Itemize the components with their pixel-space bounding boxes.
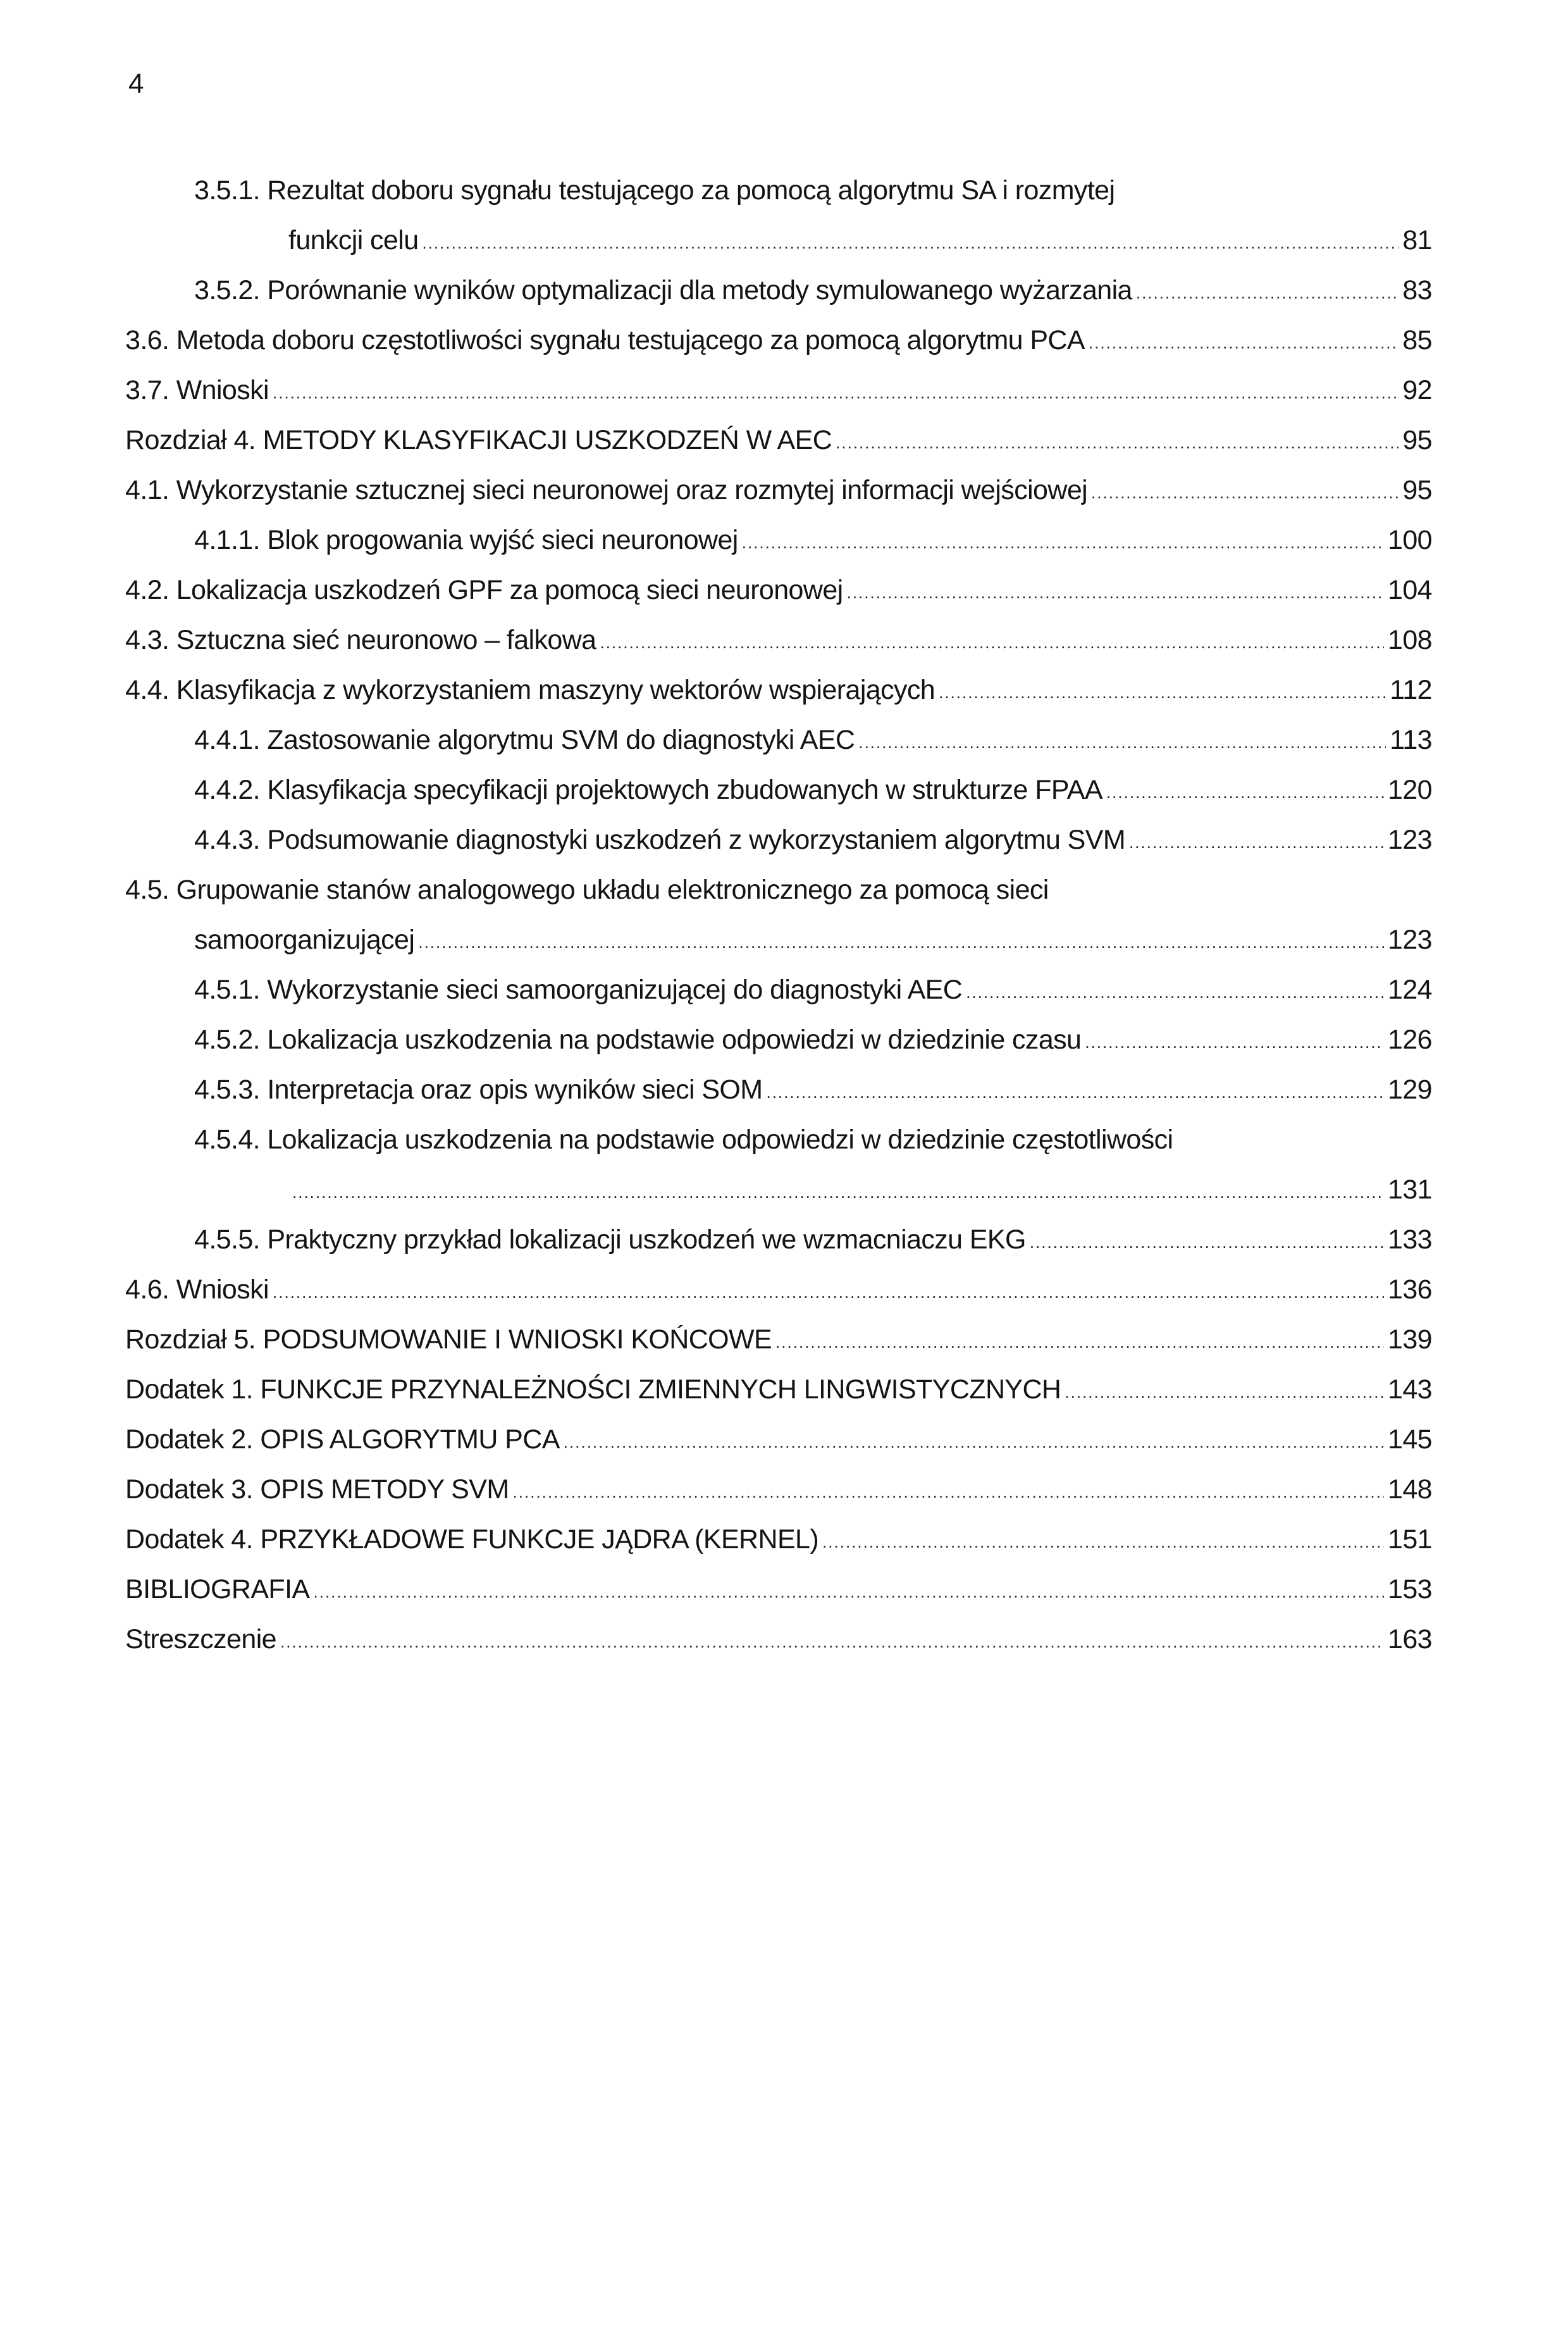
toc-entry[interactable] xyxy=(125,1315,1432,1365)
toc-entry-page: 126 xyxy=(1388,1025,1432,1055)
toc-entry-page: 136 xyxy=(1388,1274,1432,1305)
toc-entry-title: 3.5.1. Rezultat doboru sygnału testującego za pomocą algorytmu SA i rozmytej xyxy=(194,175,1115,206)
dot-leader xyxy=(1085,1033,1384,1065)
toc-entry[interactable] xyxy=(125,565,1432,615)
toc-entry[interactable] xyxy=(125,316,1432,366)
toc-entry-title: Rozdział 5. PODSUMOWANIE I WNIOSKI KOŃCOWE xyxy=(125,1324,772,1355)
toc-entry-title: 4.1.1. Blok progowania wyjść sieci neuronowej xyxy=(194,525,738,555)
toc-entry-page: 124 xyxy=(1388,975,1432,1005)
toc-entry-continuation[interactable] xyxy=(125,915,1432,965)
toc-entry-title: 4.5.5. Praktyczny przykład lokalizacji uszkodzeń we wzmacniaczu EKG xyxy=(194,1224,1026,1255)
toc-entry[interactable] xyxy=(125,1065,1432,1115)
toc-entry-page: 143 xyxy=(1388,1374,1432,1405)
toc-entry-title: Dodatek 3. OPIS METODY SVM xyxy=(125,1474,509,1505)
toc-entry-title: 4.4.1. Zastosowanie algorytmu SVM do diagnostyki AEC xyxy=(194,725,855,755)
toc-entry[interactable] xyxy=(125,515,1432,565)
toc-entry-page: 139 xyxy=(1388,1324,1432,1355)
dot-leader xyxy=(1065,1383,1384,1415)
toc-entry-title: 3.6. Metoda doboru częstotliwości sygnału testującego za pomocą algorytmu PCA xyxy=(125,325,1085,355)
toc-entry[interactable] xyxy=(125,1415,1432,1465)
toc-entry-page: 148 xyxy=(1388,1474,1432,1505)
table-of-contents xyxy=(125,166,1432,1665)
toc-entry[interactable] xyxy=(125,1615,1432,1665)
toc-entry[interactable] xyxy=(125,465,1432,515)
toc-entry-continuation[interactable] xyxy=(125,216,1432,266)
dot-leader xyxy=(564,1432,1384,1465)
toc-entry-title: 4.4. Klasyfikacja z wykorzystaniem maszyny wektorów wspierających xyxy=(125,675,935,705)
toc-entry-page: 95 xyxy=(1402,425,1432,455)
toc-entry-page: 123 xyxy=(1388,925,1432,955)
toc-entry-title: 4.5.2. Lokalizacja uszkodzenia na podstawie odpowiedzi w dziedzinie czasu xyxy=(194,1025,1082,1055)
toc-entry-title: Rozdział 4. METODY KLASYFIKACJI USZKODZEŃ W AEC xyxy=(125,425,832,455)
toc-entry-page: 120 xyxy=(1388,775,1432,805)
dot-leader xyxy=(1089,333,1398,366)
dot-leader xyxy=(273,383,1398,416)
toc-entry-title: 4.6. Wnioski xyxy=(125,1274,269,1305)
dot-leader xyxy=(847,583,1384,615)
toc-entry[interactable] xyxy=(125,815,1432,865)
page-number: 4 xyxy=(128,68,144,99)
toc-entry-continuation[interactable] xyxy=(125,1165,1432,1215)
toc-entry[interactable] xyxy=(125,965,1432,1015)
dot-leader xyxy=(292,1183,1384,1215)
dot-leader xyxy=(1030,1233,1384,1265)
toc-entry[interactable] xyxy=(125,1365,1432,1415)
toc-entry-page: 81 xyxy=(1402,225,1432,256)
toc-entry[interactable] xyxy=(125,166,1432,216)
toc-entry-page: 104 xyxy=(1388,575,1432,605)
toc-entry[interactable] xyxy=(125,1565,1432,1615)
toc-entry-page: 85 xyxy=(1402,325,1432,355)
dot-leader xyxy=(280,1632,1384,1665)
dot-leader xyxy=(1136,283,1399,316)
toc-entry-page: 129 xyxy=(1388,1075,1432,1105)
toc-entry-title: Dodatek 4. PRZYKŁADOWE FUNKCJE JĄDRA (KERNEL) xyxy=(125,1524,819,1555)
toc-entry-page: 123 xyxy=(1388,825,1432,855)
dot-leader xyxy=(742,533,1384,565)
toc-entry[interactable] xyxy=(125,1115,1432,1165)
toc-entry-title: 4.1. Wykorzystanie sztucznej sieci neuronowej oraz rozmytej informacji wejściowej xyxy=(125,475,1088,505)
dot-leader xyxy=(418,933,1384,965)
dot-leader xyxy=(1129,833,1384,865)
toc-entry[interactable] xyxy=(125,1015,1432,1065)
dot-leader xyxy=(273,1283,1384,1315)
toc-entry-page: 83 xyxy=(1402,275,1432,305)
toc-entry[interactable] xyxy=(125,765,1432,815)
dot-leader xyxy=(600,633,1384,665)
toc-entry-title: 4.5. Grupowanie stanów analogowego układu elektronicznego za pomocą sieci xyxy=(125,875,1049,905)
toc-entry[interactable] xyxy=(125,266,1432,316)
toc-entry[interactable] xyxy=(125,366,1432,416)
toc-entry-title: 4.2. Lokalizacja uszkodzeń GPF za pomocą sieci neuronowej xyxy=(125,575,843,605)
dot-leader xyxy=(513,1482,1385,1515)
toc-entry[interactable] xyxy=(125,615,1432,665)
toc-entry[interactable] xyxy=(125,865,1432,915)
toc-entry-page: 113 xyxy=(1390,725,1432,755)
toc-entry[interactable] xyxy=(125,416,1432,465)
toc-entry-page: 151 xyxy=(1388,1524,1432,1555)
toc-entry[interactable] xyxy=(125,1465,1432,1515)
toc-entry-page: 163 xyxy=(1388,1624,1432,1654)
toc-entry-page: 131 xyxy=(1388,1174,1432,1205)
toc-entry-title: 3.7. Wnioski xyxy=(125,375,269,405)
dot-leader xyxy=(314,1582,1385,1615)
toc-entry-page: 153 xyxy=(1388,1574,1432,1605)
toc-entry-title: 4.5.3. Interpretacja oraz opis wyników sieci SOM xyxy=(194,1075,763,1105)
dot-leader xyxy=(858,733,1386,765)
dot-leader xyxy=(775,1333,1384,1365)
toc-entry-title: 4.5.1. Wykorzystanie sieci samoorganizującej do diagnostyki AEC xyxy=(194,975,963,1005)
toc-entry-title: Streszczenie xyxy=(125,1624,276,1654)
dot-leader xyxy=(939,683,1386,715)
toc-entry-title: 4.4.2. Klasyfikacja specyfikacji projektowych zbudowanych w strukturze FPAA xyxy=(194,775,1102,805)
toc-entry-title: 4.5.4. Lokalizacja uszkodzenia na podstawie odpowiedzi w dziedzinie częstotliwości xyxy=(194,1124,1173,1155)
toc-entry[interactable] xyxy=(125,1265,1432,1315)
toc-entry-title-continued: funkcji celu xyxy=(288,225,419,256)
toc-entry-title: 4.4.3. Podsumowanie diagnostyki uszkodzeń z wykorzystaniem algorytmu SVM xyxy=(194,825,1126,855)
toc-entry-page: 145 xyxy=(1388,1424,1432,1455)
toc-entry-page: 95 xyxy=(1402,475,1432,505)
toc-entry-page: 100 xyxy=(1388,525,1432,555)
toc-entry-page: 112 xyxy=(1390,675,1432,705)
dot-leader xyxy=(966,983,1384,1015)
dot-leader xyxy=(1091,483,1398,515)
toc-entry[interactable] xyxy=(125,665,1432,715)
dot-leader xyxy=(836,433,1398,465)
toc-entry-title-continued: samoorganizującej xyxy=(194,925,415,955)
dot-leader xyxy=(766,1083,1384,1115)
dot-leader xyxy=(1106,783,1384,815)
toc-entry-page: 92 xyxy=(1402,375,1432,405)
toc-entry-page: 133 xyxy=(1388,1224,1432,1255)
toc-entry-title: 3.5.2. Porównanie wyników optymalizacji dla metody symulowanego wyżarzania xyxy=(194,275,1132,305)
toc-entry-title: Dodatek 2. OPIS ALGORYTMU PCA xyxy=(125,1424,560,1455)
toc-entry-title: 4.3. Sztuczna sieć neuronowo – falkowa xyxy=(125,625,596,655)
toc-entry[interactable] xyxy=(125,715,1432,765)
dot-leader xyxy=(423,233,1399,266)
toc-entry-title: Dodatek 1. FUNKCJE PRZYNALEŻNOŚCI ZMIENNYCH LINGWISTYCZNYCH xyxy=(125,1374,1061,1405)
toc-entry-title: BIBLIOGRAFIA xyxy=(125,1574,310,1605)
toc-entry-page: 108 xyxy=(1388,625,1432,655)
dot-leader xyxy=(822,1532,1384,1565)
toc-entry[interactable] xyxy=(125,1215,1432,1265)
toc-entry[interactable] xyxy=(125,1515,1432,1565)
